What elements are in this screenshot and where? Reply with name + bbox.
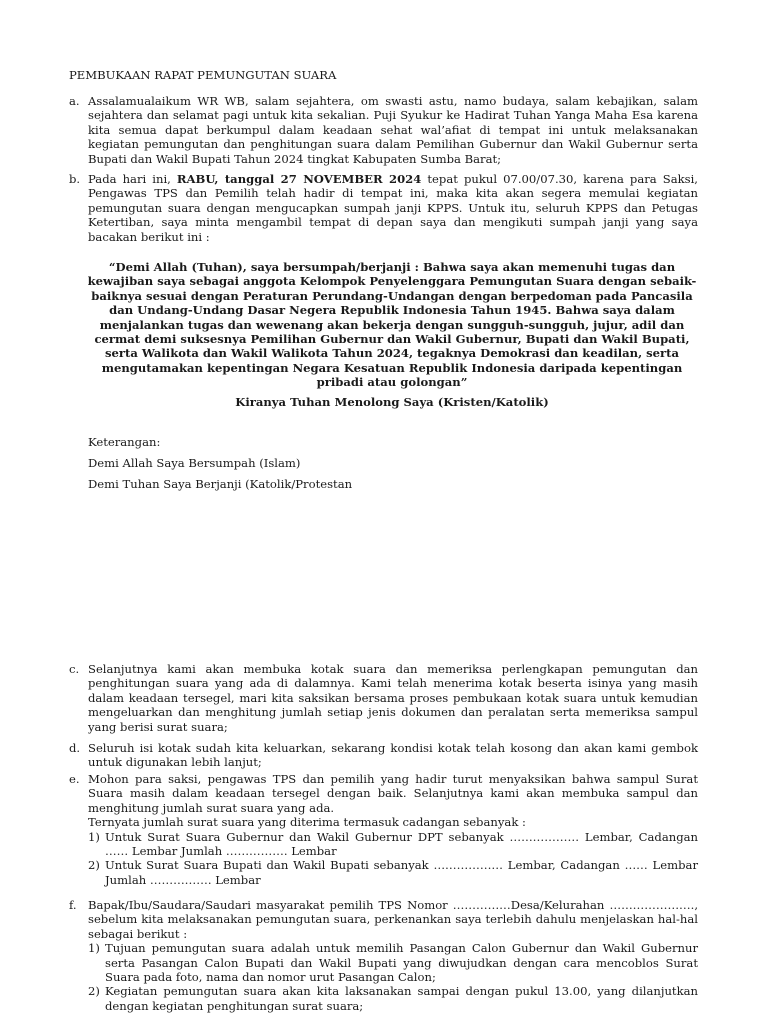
keterangan-heading: Keterangan: [88,435,161,449]
item-f-text: Bapak/Ibu/Saudara/Saudari masyarakat pemilih TPS Nomor ……………Desa/Kelurahan …………………., sebelum kita melaksanakan pemungutan suara, perkenankan saya terlebih dahulu menjelaskan hal-hal sebagai berikut : [88,898,698,941]
keterangan-islam: Demi Allah Saya Bersumpah (Islam) [88,456,301,470]
item-c-text: Selanjutnya kami akan membuka kotak suara dan memeriksa perlengkapan pemungutan dan penghitungan suara yang ada di dalamnya. Kami telah menerima kotak beserta isinya yang masih dalam keadaan tersegel, mari kita saksikan bersama proses pembukaan kotak suara untuk kemudian mengeluarkan dan menghitung jumlah setiap jenis dokumen dan peralatan serta memeriksa sampul yang berisi surat suara; [88,662,698,734]
item-a [69,94,698,166]
item-e [69,772,698,887]
kiranya-line: Kiranya Tuhan Menolong Saya (Kristen/Katolik) [235,395,549,409]
item-f-sub-2-label: 2) [88,984,100,999]
item-e-sub-1-text: Untuk Surat Suara Gubernur dan Wakil Gubernur DPT sebanyak ……………… Lembar, Cadangan …… Lembar Jumlah ……………. Lembar [105,829,698,859]
item-d-label: d. [69,741,81,755]
item-c [69,662,698,734]
item-d-text: Seluruh isi kotak sudah kita keluarkan, sekarang kondisi kotak telah kosong dan akan kami gembok untuk digunakan lebih lanjut; [88,741,698,770]
item-e-sub-1 [88,830,698,859]
item-f-label: f. [69,898,77,912]
item-e-sub-1-label: 1) [88,829,100,844]
item-e-sub-2-label: 2) [88,858,100,873]
item-a-text: Assalamualaikum WR WB, salam sejahtera, om swasti astu, namo budaya, salam kebajikan, salam sejahtera dan selamat pagi untuk kita sekalian. Puji Syukur ke Hadirat Tuhan Yanga Maha Esa karena kita semua dapat berkumpul dalam keadaan sehat wal’afiat di tempat ini untuk melaksanakan kegiatan pemungutan dan penghitungan suara dalam Pemilihan Gubernur dan Wakil Gubernur serta Bupati dan Wakil Bupati Tahun 2024 tingkat Kabupaten Sumba Barat; [88,94,698,166]
item-e-sub-2-text: Untuk Surat Suara Bupati dan Wakil Bupati sebanyak ……………… Lembar, Cadangan …… Lembar Jumlah ……………. Lembar [105,858,698,887]
item-b-date: RABU, tanggal 27 NOVEMBER 2024 [176,172,422,186]
keterangan-katolik: Demi Tuhan Saya Berjanji (Katolik/Protestan [88,477,353,491]
item-f-sub-2-text: Kegiatan pemungutan suara akan kita laksanakan sampai dengan pukul 13.00, yang dilanjutkan dengan kegiatan penghitungan surat suara; [105,984,698,1013]
item-f-sub-1-label: 1) [88,941,100,956]
item-f-sub-1-text: Tujuan pemungutan suara adalah untuk memilih Pasangan Calon Gubernur dan Wakil Gubernur serta Pasangan Calon Bupati dan Wakil Bupati yang diwujudkan dengan cara mencoblos Surat Suara pada foto, nama dan nomor urut Pasangan Calon; [105,941,698,985]
item-b [69,172,698,244]
item-e-text: Mohon para saksi, pengawas TPS dan pemilih yang hadir turut menyaksikan bahwa sampul Surat Suara masih dalam keadaan tersegel dengan baik. Selanjutnya kami akan membuka sampul dan menghitung jumlah surat suara yang ada. [88,772,698,815]
item-e-sub-2 [88,858,698,887]
item-b-label: b. [69,172,81,186]
item-f-sub-2 [88,984,698,1013]
item-c-label: c. [69,662,80,676]
item-f-sub-1 [88,941,698,984]
document-title: PEMBUKAAN RAPAT PEMUNGUTAN SUARA [69,68,337,82]
item-b-text [88,172,698,244]
item-e-intro: Ternyata jumlah surat suara yang diterima termasuk cadangan sebanyak : [88,815,526,830]
item-a-label: a. [69,94,80,108]
item-e-label: e. [69,772,80,786]
item-b-text-pre: Pada hari ini, [88,172,177,186]
item-d [69,741,698,770]
item-b-text-post: tepat pukul 07.00/07.30, karena para Saksi, Pengawas TPS dan Pemilih telah hadir di tempat ini, maka kita akan segera memulai kegiatan pemungutan suara dengan mengucapkan sumpah janji KPPS. Untuk itu, seluruh KPPS dan Petugas Ketertiban, saya minta mengambil tempat di depan saya dan mengikuti sumpah janji yang saya bacakan berikut ini : [88,172,698,244]
item-f [69,898,698,1013]
oath-text: “Demi Allah (Tuhan), saya bersumpah/berjanji : Bahwa saya akan memenuhi tugas dan kewajiban saya sebagai anggota Kelompok Penyelenggara Pemungutan Suara dengan sebaik-baiknya sesuai dengan Peraturan Perundang-Undangan dengan berpedoman pada Pancasila dan Undang-Undang Dasar Negera Republik Indonesia Tahun 1945. Bahwa saya dalam menjalankan tugas dan wewenang akan bekerja dengan sungguh-sungguh, jujur, adil dan cermat demi suksesnya Pemilihan Gubernur dan Wakil Gubernur, Bupati dan Wakil Bupati, serta Walikota dan Wakil Walikota Tahun 2024, tegaknya Demokrasi dan keadilan, serta mengutamakan kepentingan Negara Kesatuan Republik Indonesia daripada kepentingan pribadi atau golongan” [87,260,697,390]
